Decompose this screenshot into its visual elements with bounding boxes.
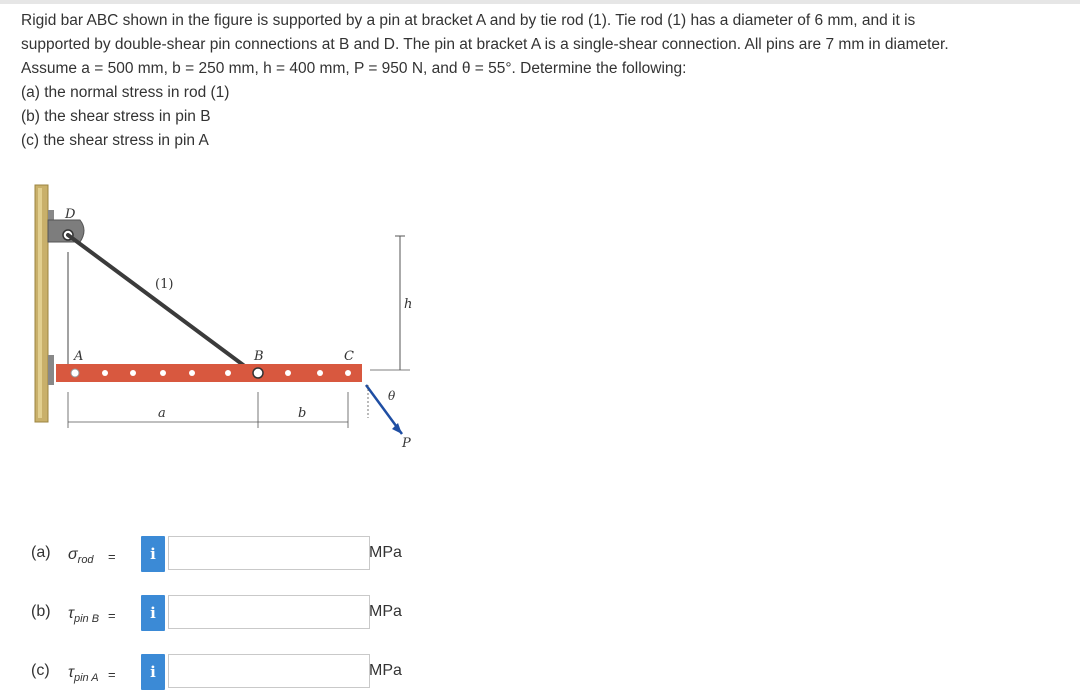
problem-line-1: Rigid bar ABC shown in the figure is supported by a pin at bracket A and by tie rod (1). Tie rod (1) has a diameter of 6 mm, and it is bbox=[21, 12, 916, 29]
answer-equals: = bbox=[108, 667, 116, 682]
answer-row-c bbox=[0, 652, 700, 692]
problem-line-2: supported by double-shear pin connections at B and D. The pin at bracket A is a single-shear connection. All pins are 7 mm in diameter. bbox=[21, 36, 949, 53]
rigid-bar-abc bbox=[56, 364, 362, 382]
label-a-dim: a bbox=[158, 406, 166, 421]
answer-symbol: $\tau_{pin B}$ bbox=[68, 605, 100, 626]
answer-symbol: $\tau_{pin A}$ bbox=[68, 664, 99, 685]
problem-statement bbox=[21, 9, 1061, 153]
answer-equals: = bbox=[108, 608, 116, 623]
pin-b bbox=[253, 368, 263, 378]
answer-input-b[interactable] bbox=[168, 595, 370, 629]
answer-letter: (a) bbox=[31, 544, 51, 561]
answer-letter: (b) bbox=[31, 603, 51, 620]
info-icon[interactable]: i bbox=[141, 595, 165, 631]
info-icon[interactable]: i bbox=[141, 536, 165, 572]
label-b-point: B bbox=[254, 349, 264, 364]
problem-part-b: (b) the shear stress in pin B bbox=[21, 108, 211, 125]
label-theta: θ bbox=[388, 389, 396, 403]
answer-input-c[interactable] bbox=[168, 654, 370, 688]
label-p: P bbox=[402, 436, 411, 451]
problem-line-3: Assume a = 500 mm, b = 250 mm, h = 400 mm, P = 950 N, and θ = 55°. Determine the following: bbox=[21, 60, 687, 77]
answer-row-a bbox=[0, 534, 700, 574]
label-d: D bbox=[65, 207, 76, 222]
answer-input-a[interactable] bbox=[168, 536, 370, 570]
problem-part-c: (c) the shear stress in pin A bbox=[21, 132, 209, 149]
label-h: h bbox=[404, 297, 413, 312]
answer-row-b bbox=[0, 593, 700, 633]
answer-letter: (c) bbox=[31, 662, 50, 679]
label-a-point: A bbox=[74, 349, 84, 364]
answer-symbol: $\sigma_{rod}$ bbox=[68, 546, 94, 567]
label-b-dim: b bbox=[298, 406, 307, 421]
info-icon[interactable]: i bbox=[141, 654, 165, 690]
rigid-bar-figure bbox=[30, 180, 450, 470]
answer-equals: = bbox=[108, 549, 116, 564]
label-c-point: C bbox=[344, 349, 354, 364]
tie-rod bbox=[68, 235, 258, 376]
unit-label: MPa bbox=[369, 603, 402, 620]
label-rod: (1) bbox=[155, 277, 174, 292]
unit-label: MPa bbox=[369, 662, 402, 679]
problem-part-a: (a) the normal stress in rod (1) bbox=[21, 84, 230, 101]
unit-label: MPa bbox=[369, 544, 402, 561]
top-divider bbox=[0, 0, 1080, 4]
